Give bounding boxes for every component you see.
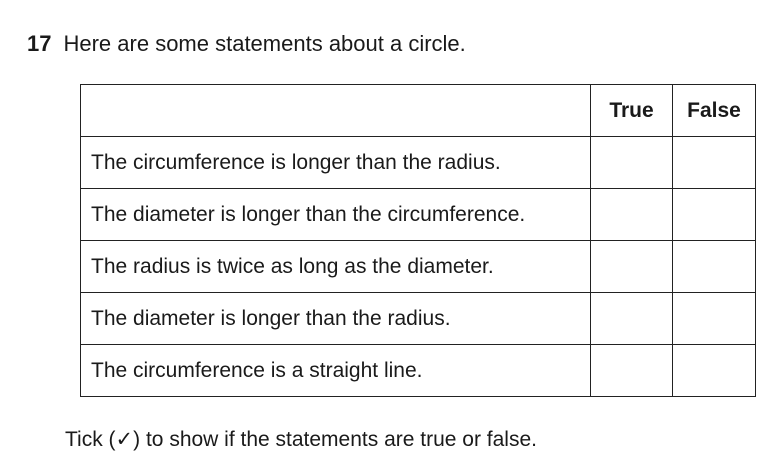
question-number: 17 xyxy=(27,31,52,56)
table-row xyxy=(81,345,756,397)
header-true: True xyxy=(591,85,673,137)
false-tick-box[interactable] xyxy=(673,241,756,293)
false-tick-box[interactable] xyxy=(673,345,756,397)
table-row xyxy=(81,189,756,241)
false-tick-box[interactable] xyxy=(673,293,756,345)
header-false: False xyxy=(673,85,756,137)
false-tick-box[interactable] xyxy=(673,189,756,241)
true-tick-box[interactable] xyxy=(591,293,673,345)
statements-table xyxy=(80,84,756,397)
false-tick-box[interactable] xyxy=(673,137,756,189)
statement-text: The diameter is longer than the circumference. xyxy=(81,189,591,241)
statement-text: The radius is twice as long as the diameter. xyxy=(81,241,591,293)
table-row xyxy=(81,293,756,345)
header-statement xyxy=(81,85,591,137)
statement-text: The diameter is longer than the radius. xyxy=(81,293,591,345)
header-row xyxy=(81,85,756,137)
question-prompt: Here are some statements about a circle. xyxy=(63,31,466,56)
true-tick-box[interactable] xyxy=(591,137,673,189)
table-row xyxy=(81,137,756,189)
instruction-text: Tick (✓) to show if the statements are true or false. xyxy=(65,428,537,451)
question-header xyxy=(27,31,466,57)
true-tick-box[interactable] xyxy=(591,189,673,241)
table-row xyxy=(81,241,756,293)
true-tick-box[interactable] xyxy=(591,345,673,397)
statement-text: The circumference is longer than the radius. xyxy=(81,137,591,189)
true-tick-box[interactable] xyxy=(591,241,673,293)
statement-text: The circumference is a straight line. xyxy=(81,345,591,397)
